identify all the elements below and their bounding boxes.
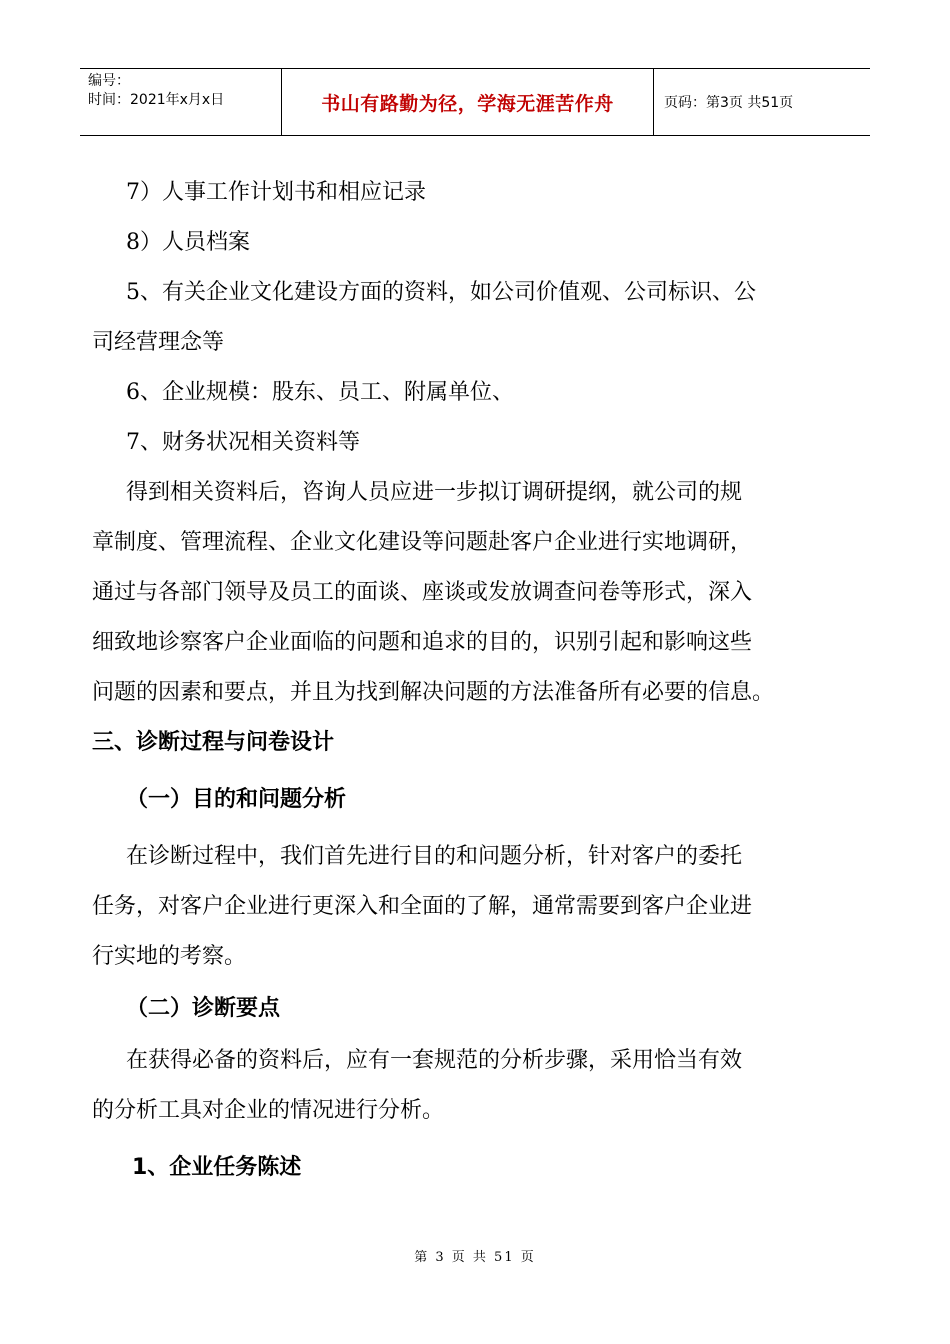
document-body <box>92 168 862 1200</box>
paragraph-line: 问题的因素和要点，并且为找到解决问题的方法准备所有必要的信息。 <box>92 680 775 705</box>
paragraph-line: 在诊断过程中，我们首先进行目的和问题分析，针对客户的委托 <box>126 844 743 869</box>
paragraph-line: 5、有关企业文化建设方面的资料，如公司价值观、公司标识、公 <box>126 280 756 305</box>
section-heading: 三、诊断过程与问卷设计 <box>92 730 335 755</box>
header-meta-cell <box>80 69 282 135</box>
document-number-label: 编号： <box>88 73 130 89</box>
page-header <box>80 68 870 136</box>
document-date-label: 时间：2021年x月x日 <box>88 92 225 108</box>
header-page-number: 页码：第3页 共51页 <box>664 95 794 111</box>
paragraph-line: 7）人事工作计划书和相应记录 <box>126 180 426 205</box>
paragraph-line: 得到相关资料后，咨询人员应进一步拟订调研提纲，就公司的规 <box>126 480 743 505</box>
paragraph-line: 章制度、管理流程、企业文化建设等问题赴客户企业进行实地调研， <box>92 530 753 555</box>
paragraph-line: 在获得必备的资料后，应有一套规范的分析步骤，采用恰当有效 <box>126 1048 743 1073</box>
paragraph-line: 任务，对客户企业进行更深入和全面的了解，通常需要到客户企业进 <box>92 894 753 919</box>
paragraph-line: 通过与各部门领导及员工的面谈、座谈或发放调查问卷等形式，深入 <box>92 580 753 605</box>
paragraph-line: 行实地的考察。 <box>92 944 247 969</box>
paragraph-line: 6、企业规模：股东、员工、附属单位、 <box>126 380 514 405</box>
subsection-heading: （二）诊断要点 <box>126 996 281 1021</box>
paragraph-line: 8）人员档案 <box>126 230 250 255</box>
paragraph-line: 细致地诊察客户企业面临的问题和追求的目的，识别引起和影响这些 <box>92 630 753 655</box>
paragraph-line: 7、财务状况相关资料等 <box>126 430 360 455</box>
subsection-heading: （一）目的和问题分析 <box>126 787 347 812</box>
paragraph-line: 司经营理念等 <box>92 330 225 355</box>
item-heading: 1、企业任务陈述 <box>132 1155 302 1180</box>
page-footer: 第 3 页 共 51 页 <box>414 1250 536 1265</box>
paragraph-line: 的分析工具对企业的情况进行分析。 <box>92 1098 445 1123</box>
header-motto: 书山有路勤为径，学海无涯苦作舟 <box>282 69 654 135</box>
